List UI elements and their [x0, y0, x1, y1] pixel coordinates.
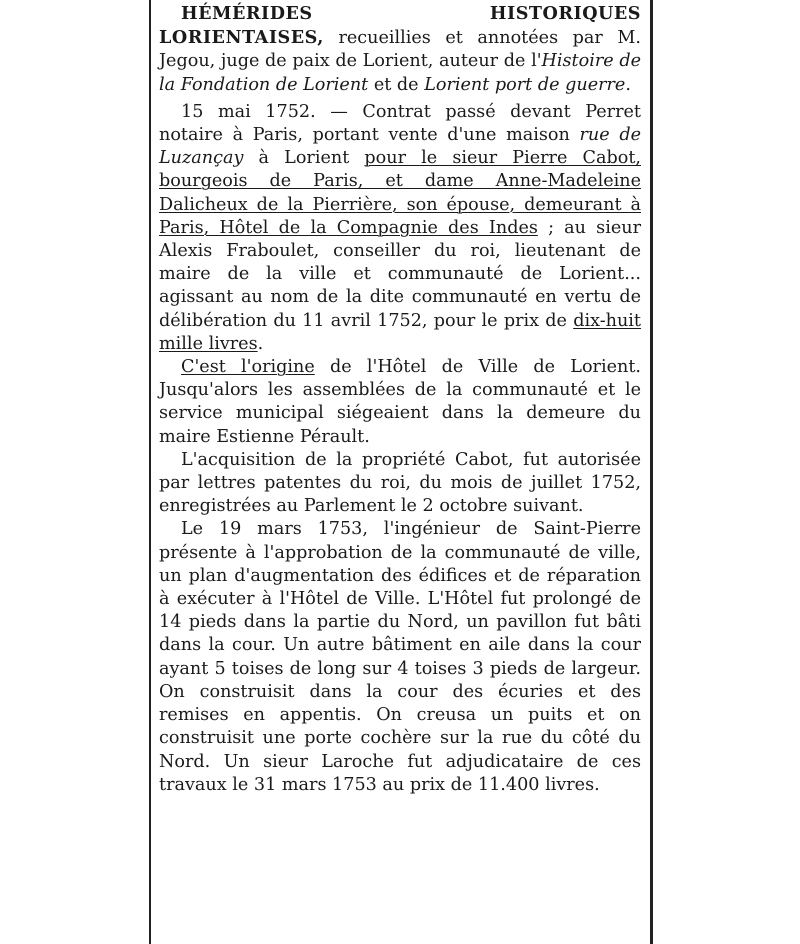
entry-date-text: 15 mai 1752. — Contrat passé devant Perret notaire à Paris, portant vente d'une maison [159, 101, 641, 146]
entry-acquisition: L'acquisition de la propriété Cabot, fut autorisée par lettres patentes du roi, du mois de juillet 1752, enregistrées au Parlement le 2 octobre suivant. [159, 449, 641, 517]
newspaper-article [159, 2, 641, 797]
heading-end: . [625, 74, 631, 95]
book-title-port: Lorient port de guerre [424, 74, 626, 95]
column-rule-left [149, 0, 151, 944]
book-title-fondation: Histoire de la Fondation de Lorient [159, 51, 641, 95]
price-underlined: dix-huit mille livres [159, 310, 641, 354]
entry-end: . [257, 333, 264, 354]
entry-location: à Lorient [243, 148, 365, 169]
article-heading [159, 2, 641, 97]
entry-travaux-1753: Le 19 mars 1753, l'ingénieur de Saint-Pierre présente à l'approbation de la communauté de ville, un plan d'augmentation des édifices et de réparation à exécuter à l'Hôtel de Ville. L'Hôtel fut prolongé de 14 pieds dans la partie du Nord, un pavillon fut bâti dans la cour. Un autre bâtiment en aile dans la cour ayant 5 toises de long sur 4 toises 3 pieds de largeur. On construisit dans la cour des écuries et des remises en appentis. On creusa un puits et on construisit une porte cochère sur la rue du côté du Nord. Un sieur Laroche fut adjudicataire de ces travaux le 31 mars 1753 au prix de 11.400 livres. [159, 519, 641, 795]
heading-title: HÉMÉRIDES HISTORIQUES LORIENTAISES, [159, 3, 641, 49]
origin-rest: de l'Hôtel de Ville de Lorient. Jusqu'alors les assemblées de la communauté et le service municipal siégeaient dans la demeure du maire Estienne Pérault. [159, 357, 641, 447]
entry-origine [159, 356, 641, 449]
origin-start: C'est l' [181, 357, 252, 378]
buyer-underlined: pour le sieur Pierre Cabot, bourgeois de Paris, et dame Anne-Madeleine Dalicheux de la Pierrière, son épouse, demeurant à Paris, Hôtel de la Compagnie des Indes [159, 148, 641, 238]
column-rule-right [650, 0, 653, 944]
origin-word: origine [251, 357, 315, 378]
heading-byline: recueillies et annotées par M. Jegou, juge de paix de Lorient, auteur de l' [159, 28, 642, 72]
entry-seller: ; au sieur Alexis Fraboulet, conseiller du roi, lieutenant de maire de la ville et communauté de Lorient... agissant au nom de la dite communauté en vertu de délibération du 11 avril 1752, pour le prix de [159, 217, 641, 331]
street-name: rue de Luzançay [159, 125, 641, 169]
heading-connector: et de [368, 74, 425, 95]
entry-contrat-1752 [159, 101, 641, 356]
